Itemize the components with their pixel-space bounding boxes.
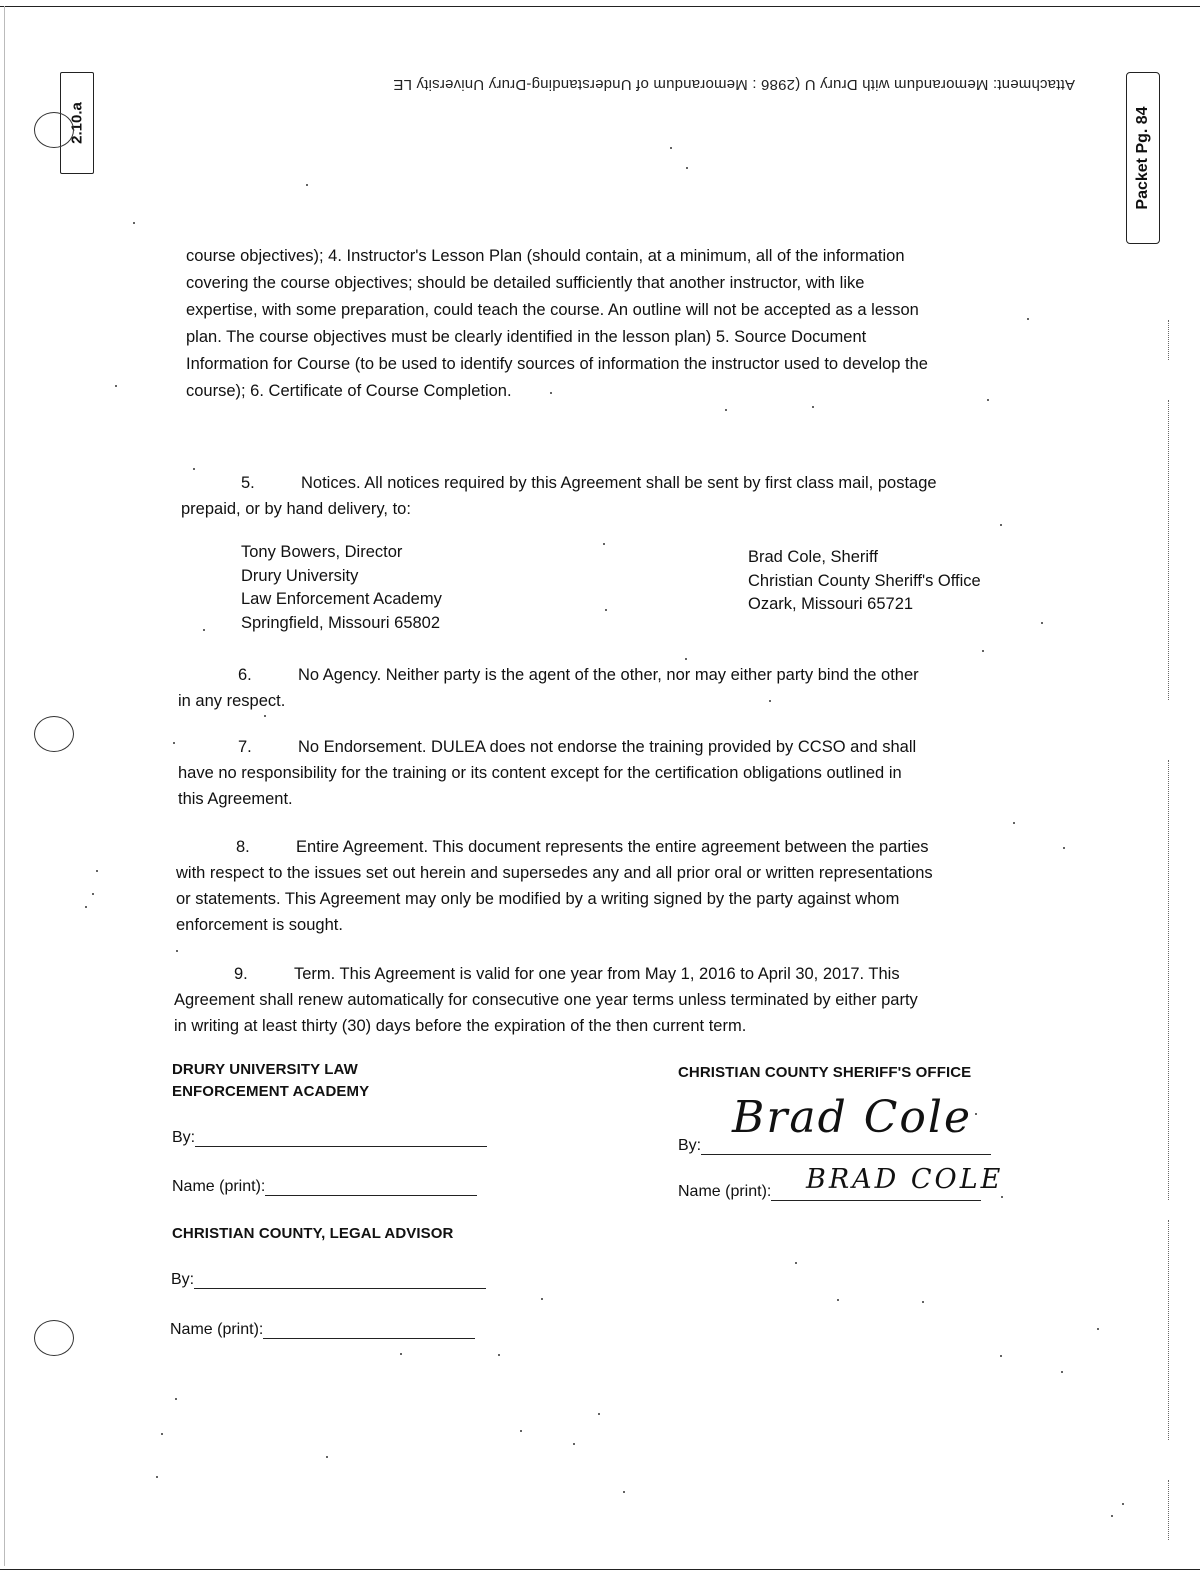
drury-signature-heading [172,1059,369,1103]
address-line: Tony Bowers, Director [241,543,403,561]
address-line: Law Enforcement Academy [241,590,442,608]
scan-speck [1013,822,1015,824]
address-line: Christian County Sheriff's Office [748,571,981,590]
text-line: expertise, with some preparation, could teach the course. An outline will not be accepted as a lesson [186,301,919,319]
scan-speck [264,715,266,717]
scan-speck [837,1299,839,1301]
scan-speck [161,1433,163,1435]
text-line: course objectives); 4. Instructor's Lesson Plan (should contain, at a minimum, all of the information [186,247,905,265]
text-line: covering the course objectives; should be detailed sufficiently that another instructor, with like [186,274,865,292]
scan-speck [400,1353,402,1355]
section-no-endorsement [178,734,1018,812]
text-line: this Agreement. [178,790,293,808]
text-line: in writing at least thirty (30) days before the expiration of the then current term. [174,1017,747,1035]
scan-speck [982,650,984,652]
scan-speck [175,1398,177,1400]
scan-speck [203,629,205,631]
legal-name-field [170,1320,475,1339]
scan-speck [686,167,688,169]
scan-speck [96,870,98,872]
scan-speck [1000,1355,1002,1357]
signature-line [195,1128,487,1147]
legal-by-field [171,1270,486,1289]
scan-speck [725,409,727,411]
section-number: 8. [236,838,250,856]
scan-speck [1001,1196,1003,1198]
scan-speck [1061,1371,1063,1373]
address-line: Ozark, Missouri 65721 [748,595,914,613]
scan-speck [520,1430,522,1432]
name-label: Name (print): [172,1178,266,1195]
scan-speck [498,1354,500,1356]
scan-speck [975,1113,977,1115]
scan-speck [326,1456,328,1458]
text-line: Information for Course (to be used to identify sources of information the instructor used to develop the [186,355,928,373]
scan-speck [1027,318,1029,320]
text-line: Notices. All notices required by this Agreement shall be sent by first class mail, postage [301,474,937,492]
section-number: 7. [238,738,252,756]
name-label: Name (print): [678,1183,772,1200]
attachment-header: Attachment: Memorandum with Drury U (2986 : Memorandum of Understanding-Drury University LE [393,76,1075,93]
scan-speck [795,1262,797,1264]
address-line: Drury University [241,566,359,585]
scan-speck [987,399,989,401]
heading-line: ENFORCEMENT ACADEMY [172,1083,370,1100]
scan-speck [1097,1328,1099,1330]
text-line: Agreement shall renew automatically for consecutive one year terms unless terminated by either party [174,991,918,1009]
scan-speck [598,1413,600,1415]
scan-speck [550,392,552,394]
punch-hole-top [34,112,74,148]
scan-speck [1111,1515,1113,1517]
section-no-agency [178,662,1018,714]
text-line: have no responsibility for the training or its content except for the certification obligations outlined in [178,764,902,782]
text-line: Term. This Agreement is valid for one year from May 1, 2016 to April 30, 2017. This [294,965,900,983]
scan-speck [306,184,308,186]
scan-artifact-dots [1168,1220,1170,1440]
section-number: 6. [238,666,252,684]
text-line: plan. The course objectives must be clearly identified in the lesson plan) 5. Source Document [186,328,867,346]
text-line: enforcement is sought. [176,916,343,934]
ccso-handwritten-name: BRAD COLE [806,1164,1004,1195]
address-line: Springfield, Missouri 65802 [241,613,441,632]
scan-speck [1041,622,1043,624]
punch-hole-middle [34,716,74,752]
heading-line: DRURY UNIVERSITY LAW [172,1061,358,1078]
name-label: Name (print): [170,1321,264,1338]
page-bottom-edge [0,1569,1200,1570]
scan-speck [115,385,117,387]
scan-speck [623,1491,625,1493]
punch-hole-bottom [34,1320,74,1356]
scan-speck [812,406,814,408]
scan-speck [670,147,672,149]
by-label: By: [172,1129,196,1146]
legal-advisor-heading: CHRISTIAN COUNTY, LEGAL ADVISOR [172,1225,454,1242]
text-line: No Endorsement. DULEA does not endorse the training provided by CCSO and shall [298,738,917,756]
text-line: in any respect. [178,692,286,710]
scan-speck [85,906,87,908]
scan-speck [922,1301,924,1303]
section-entire-agreement [176,834,1021,938]
packet-page-badge [1126,72,1160,244]
section-term [174,961,1019,1039]
section-number: 9. [234,965,248,983]
address-sheriff [748,546,981,617]
drury-name-field [172,1177,477,1196]
signature-line [265,1177,477,1196]
scan-speck [193,468,195,470]
scan-artifact-dots [1168,320,1170,360]
scan-speck [1063,847,1065,849]
address-line: Brad Cole, Sheriff [748,548,878,566]
scan-speck [1000,524,1002,526]
text-line: or statements. This Agreement may only be modified by a writing signed by the party against whom [176,890,900,908]
address-drury [241,541,442,635]
drury-by-field [172,1128,487,1147]
scan-speck [173,742,175,744]
text-line: prepaid, or by hand delivery, to: [181,500,411,518]
section-notices [181,470,1021,522]
scan-artifact-dots [1168,1480,1170,1540]
by-label: By: [171,1271,195,1288]
scan-speck [176,950,178,952]
scan-speck [685,658,687,660]
item-badge-label: 2.10.a [68,102,86,144]
signature-line [194,1270,486,1289]
scan-speck [769,700,771,702]
scan-artifact-dots [1168,400,1170,700]
scan-speck [603,543,605,545]
page-left-edge [4,6,5,1566]
ccso-signature-heading: CHRISTIAN COUNTY SHERIFF'S OFFICE [678,1064,972,1081]
continuation-paragraph [186,243,1026,405]
scan-speck [156,1476,158,1478]
scan-speck [92,893,94,895]
text-line: Entire Agreement. This document represents the entire agreement between the parties [296,838,929,856]
scan-artifact-dots [1168,760,1170,1200]
scan-speck [1122,1503,1124,1505]
signature-line [263,1320,475,1339]
scan-speck [605,609,607,611]
ccso-handwritten-signature: Brad Cole [732,1092,973,1143]
text-line: with respect to the issues set out herein and supersedes any and all prior oral or written representations [176,864,933,882]
by-label: By: [678,1137,702,1154]
text-line: course); 6. Certificate of Course Completion. [186,382,512,400]
text-line: No Agency. Neither party is the agent of the other, nor may either party bind the other [298,666,919,684]
section-number: 5. [241,474,255,492]
packet-page-label: Packet Pg. 84 [1134,106,1151,210]
scan-speck [541,1298,543,1300]
page-top-edge [0,6,1200,7]
scan-speck [573,1443,575,1445]
scan-speck [133,222,135,224]
